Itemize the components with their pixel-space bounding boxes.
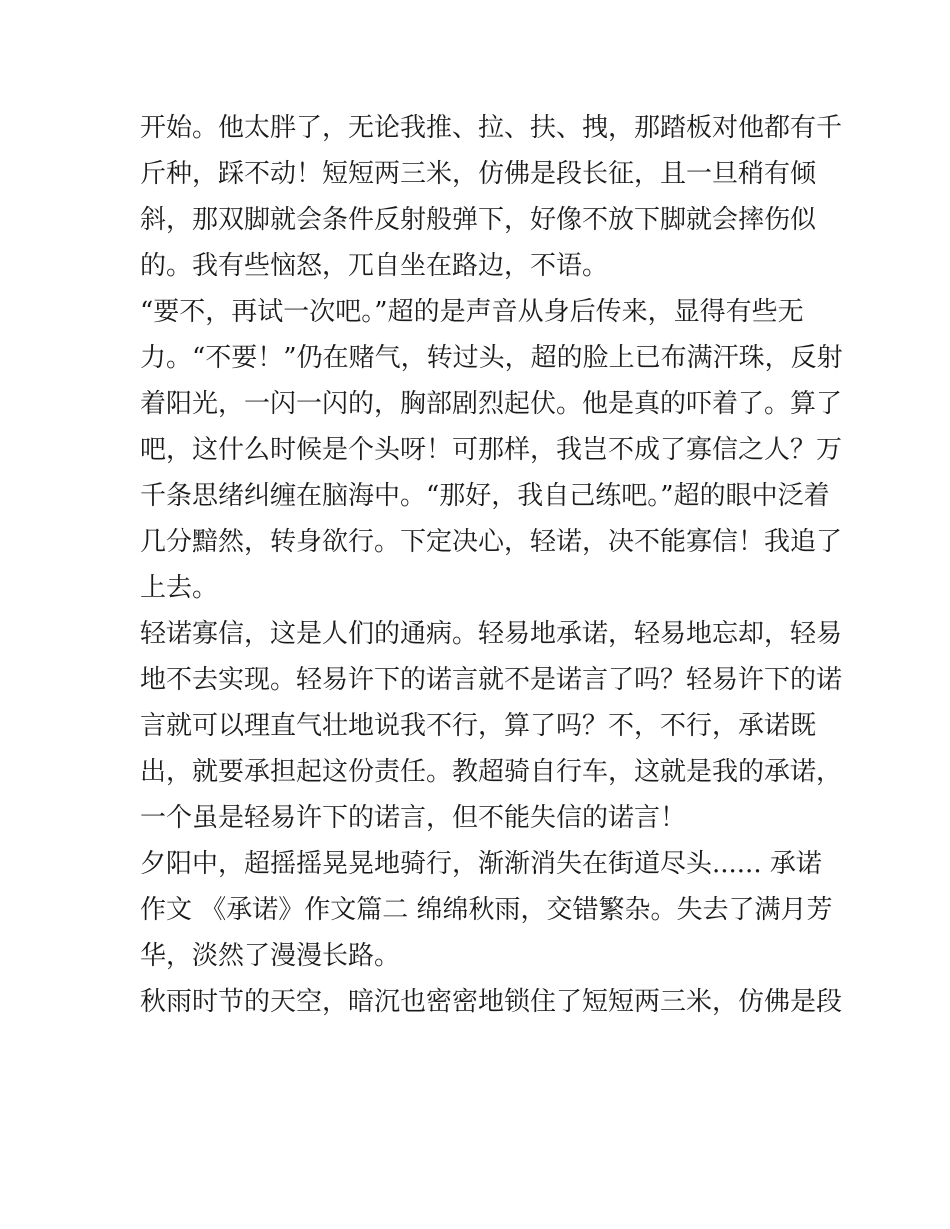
text-line: 斤种，踩不动！短短两三米，仿佛是段长征，且一旦稍有倾: [140, 159, 817, 189]
text-line: 吧，这什么时候是个头呀！可那样，我岂不成了寡信之人？万: [140, 435, 843, 465]
text-line: 着阳光，一闪一闪的，胸部剧烈起伏。他是真的吓着了。算了: [140, 389, 843, 419]
text-line: 几分黯然，转身欲行。下定决心，轻诺，决不能寡信！我追了: [140, 527, 843, 557]
text-line: 出，就要承担起这份责任。教超骑自行车，这就是我的承诺，: [140, 757, 843, 787]
text-line: 开始。他太胖了，无论我推、拉、扶、拽，那踏板对他都有千: [140, 113, 843, 143]
text-line: 轻诺寡信，这是人们的通病。轻易地承诺，轻易地忘却，轻易: [140, 619, 843, 649]
text-line: 力。“不要！”仍在赌气，转过头，超的脸上已布满汗珠，反射: [140, 343, 843, 373]
text-line: 的。我有些恼怒，兀自坐在路边，不语。: [140, 251, 609, 281]
text-line: 华，淡然了漫漫长路。: [140, 941, 401, 971]
text-line: 一个虽是轻易许下的诺言，但不能失信的诺言！: [140, 803, 687, 833]
text-line: 作文 《承诺》作文篇二 绵绵秋雨，交错繁杂。失去了满月芳: [140, 895, 833, 925]
text-line: “要不，再试一次吧。”超的是声音从身后传来，显得有些无: [140, 297, 804, 327]
text-line: 地不去实现。轻易许下的诺言就不是诺言了吗？轻易许下的诺: [140, 665, 843, 695]
text-line: 秋雨时节的天空，暗沉也密密地锁住了短短两三米，仿佛是段: [140, 987, 843, 1017]
text-line: 千条思绪纠缠在脑海中。“那好，我自己练吧。”超的眼中泛着: [140, 481, 830, 511]
text-line: 夕阳中，超摇摇晃晃地骑行，渐渐消失在街道尽头...... 承诺: [140, 849, 822, 879]
body-text: [140, 105, 843, 1025]
text-line: 斜，那双脚就会条件反射般弹下，好像不放下脚就会摔伤似: [140, 205, 817, 235]
text-line: 言就可以理直气壮地说我不行，算了吗？不，不行，承诺既: [140, 711, 817, 741]
text-line: 上去。: [140, 573, 219, 603]
